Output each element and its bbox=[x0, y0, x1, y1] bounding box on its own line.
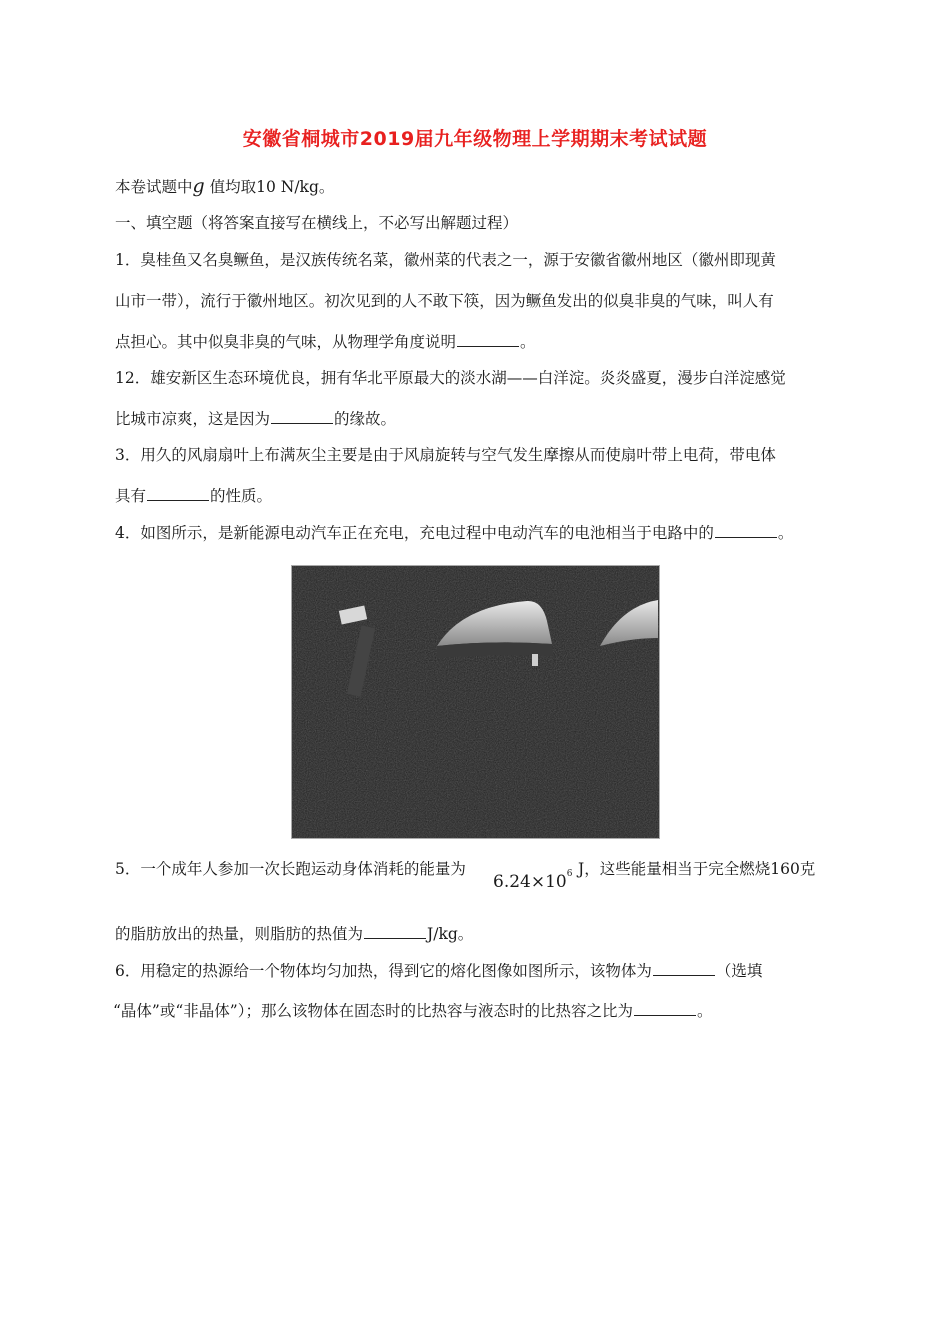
question-2-line-2 bbox=[115, 409, 396, 429]
question-2-line-1: 12．雄安新区生态环境优良，拥有华北平原最大的淡水湖——白洋淀。炎炎盛夏，漫步白洋淀感觉 bbox=[115, 369, 786, 387]
question-5-text: 5．一个成年人参加一次长跑运动身体消耗的能量为 bbox=[115, 860, 466, 878]
question-5-text-2: 的脂肪放出的热量，则脂肪的热值为 bbox=[115, 925, 364, 943]
question-5-line-1 bbox=[115, 859, 466, 879]
energy-formula bbox=[493, 869, 573, 892]
question-2-end: 的缘故。 bbox=[334, 410, 397, 428]
answer-blank-7[interactable] bbox=[634, 1001, 696, 1016]
question-6-note: （选填 bbox=[715, 962, 763, 980]
question-1-text: 点担心。其中似臭非臭的气味，从物理学角度说明 bbox=[115, 333, 457, 351]
answer-blank-3[interactable] bbox=[147, 486, 209, 501]
question-3-end: 的性质。 bbox=[210, 487, 273, 505]
answer-blank-6[interactable] bbox=[653, 961, 715, 976]
question-6-text-2: “晶体”或“非晶体”）；那么该物体在固态时的比热容与液态时的比热容之比为 bbox=[113, 1002, 633, 1020]
question-5-end: J/kg。 bbox=[427, 925, 474, 943]
intro-text-after: 值均取10 N/kg。 bbox=[209, 178, 335, 196]
answer-blank-5[interactable] bbox=[364, 924, 426, 939]
question-6-line-1 bbox=[115, 961, 762, 981]
question-6-line-2 bbox=[113, 1001, 712, 1021]
intro-line bbox=[115, 176, 334, 197]
answer-blank-2[interactable] bbox=[271, 409, 333, 424]
electric-car-charging-photo bbox=[291, 565, 660, 839]
car-charging-image bbox=[292, 566, 659, 838]
question-5-line-1-end: J，这些能量相当于完全燃烧160克 bbox=[578, 860, 816, 878]
answer-blank-1[interactable] bbox=[457, 332, 519, 347]
formula-base: 6.24×10 bbox=[493, 872, 567, 892]
intro-text-before: 本卷试题中 bbox=[115, 178, 193, 196]
question-6-text: 6．用稳定的热源给一个物体均匀加热，得到它的熔化图像如图所示，该物体为 bbox=[115, 962, 652, 980]
section-heading: 一、填空题（将答案直接写在横线上，不必写出解题过程） bbox=[115, 214, 519, 232]
answer-blank-4[interactable] bbox=[715, 523, 777, 538]
question-3-line-2 bbox=[115, 486, 272, 506]
question-4-line-1 bbox=[115, 523, 793, 543]
g-symbol: g bbox=[192, 175, 205, 197]
question-1-line-1: 1．臭桂鱼又名臭鳜鱼，是汉族传统名菜，徽州菜的代表之一，源于安徽省徽州地区（徽州即现黄 bbox=[115, 251, 776, 269]
question-4-end: 。 bbox=[777, 524, 794, 542]
question-3-text: 具有 bbox=[115, 487, 147, 505]
question-2-text: 比城市凉爽，这是因为 bbox=[115, 410, 271, 428]
question-3-line-1: 3．用久的风扇扇叶上布满灰尘主要是由于风扇旋转与空气发生摩擦从而使扇叶带上电荷，带电体 bbox=[115, 446, 776, 464]
question-6-end: 。 bbox=[696, 1002, 713, 1020]
document-title: 安徽省桐城市2019届九年级物理上学期期末考试试题 bbox=[242, 128, 708, 150]
question-1-line-3 bbox=[115, 332, 536, 352]
formula-exponent: 6 bbox=[566, 869, 573, 880]
question-1-line-2: 山市一带），流行于徽州地区。初次见到的人不敢下筷，因为鳜鱼发出的似臭非臭的气味，叫人有 bbox=[115, 292, 774, 310]
question-5-line-2 bbox=[115, 924, 473, 944]
question-4-text: 4．如图所示，是新能源电动汽车正在充电，充电过程中电动汽车的电池相当于电路中的 bbox=[115, 524, 714, 542]
question-1-end: 。 bbox=[520, 333, 536, 351]
